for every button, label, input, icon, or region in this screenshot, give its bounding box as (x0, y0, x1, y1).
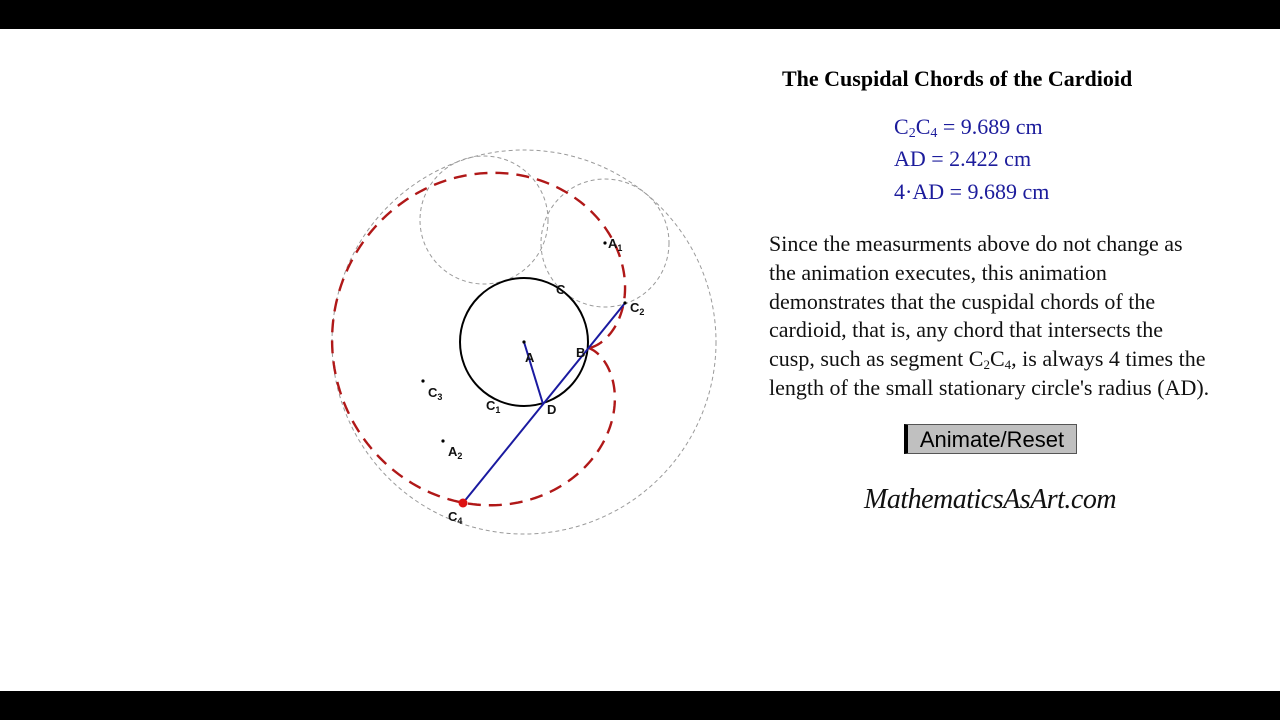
page-title: The Cuspidal Chords of the Cardioid (782, 66, 1133, 91)
description-line: Since the measurments above do not change as (769, 231, 1183, 256)
rolling-circle-upper-left (420, 156, 548, 284)
label-c3: $C_3$ (428, 385, 443, 402)
point-a1 (603, 241, 606, 244)
point-a2 (441, 439, 444, 442)
description-line: demonstrates that the cuspidal chords of the (769, 288, 1156, 314)
label-d: D (547, 402, 557, 417)
label-c2: $C_2$ (630, 300, 645, 317)
label-c4: $C_4$ (448, 509, 463, 526)
description-paragraph (769, 230, 1269, 403)
description-line: cardioid, that is, any chord that intersects the (769, 317, 1164, 343)
description-line: the animation executes, this animation (769, 259, 1107, 285)
measurement-4ad: 4·AD = 9.689 cm (894, 179, 1050, 204)
label-a: A (525, 350, 535, 365)
animate-reset-button[interactable]: Animate/Reset (904, 424, 1077, 454)
description-line: length of the small stationary circle's radius (AD). (769, 374, 1210, 400)
cardioid-curve (332, 173, 625, 505)
measurement-c2c4: $C_2C_4 = 9.689$ cm (894, 114, 1043, 141)
measurement-ad: AD = 2.422 cm (894, 146, 1032, 171)
point-c3 (421, 379, 424, 382)
label-c1: $C_1$ (486, 398, 501, 415)
point-c4[interactable] (459, 499, 468, 508)
label-b: B (576, 345, 586, 360)
description-line: cusp, such as segment $C_2C_4$, is always 4 times the (769, 346, 1206, 373)
point-c2 (623, 301, 626, 304)
label-c: C (556, 282, 566, 297)
point-a (522, 340, 525, 343)
label-a2: $A_2$ (448, 444, 463, 461)
label-a1: $A_1$ (608, 236, 623, 253)
site-branding: MathematicsAsArt.com (864, 484, 1117, 515)
